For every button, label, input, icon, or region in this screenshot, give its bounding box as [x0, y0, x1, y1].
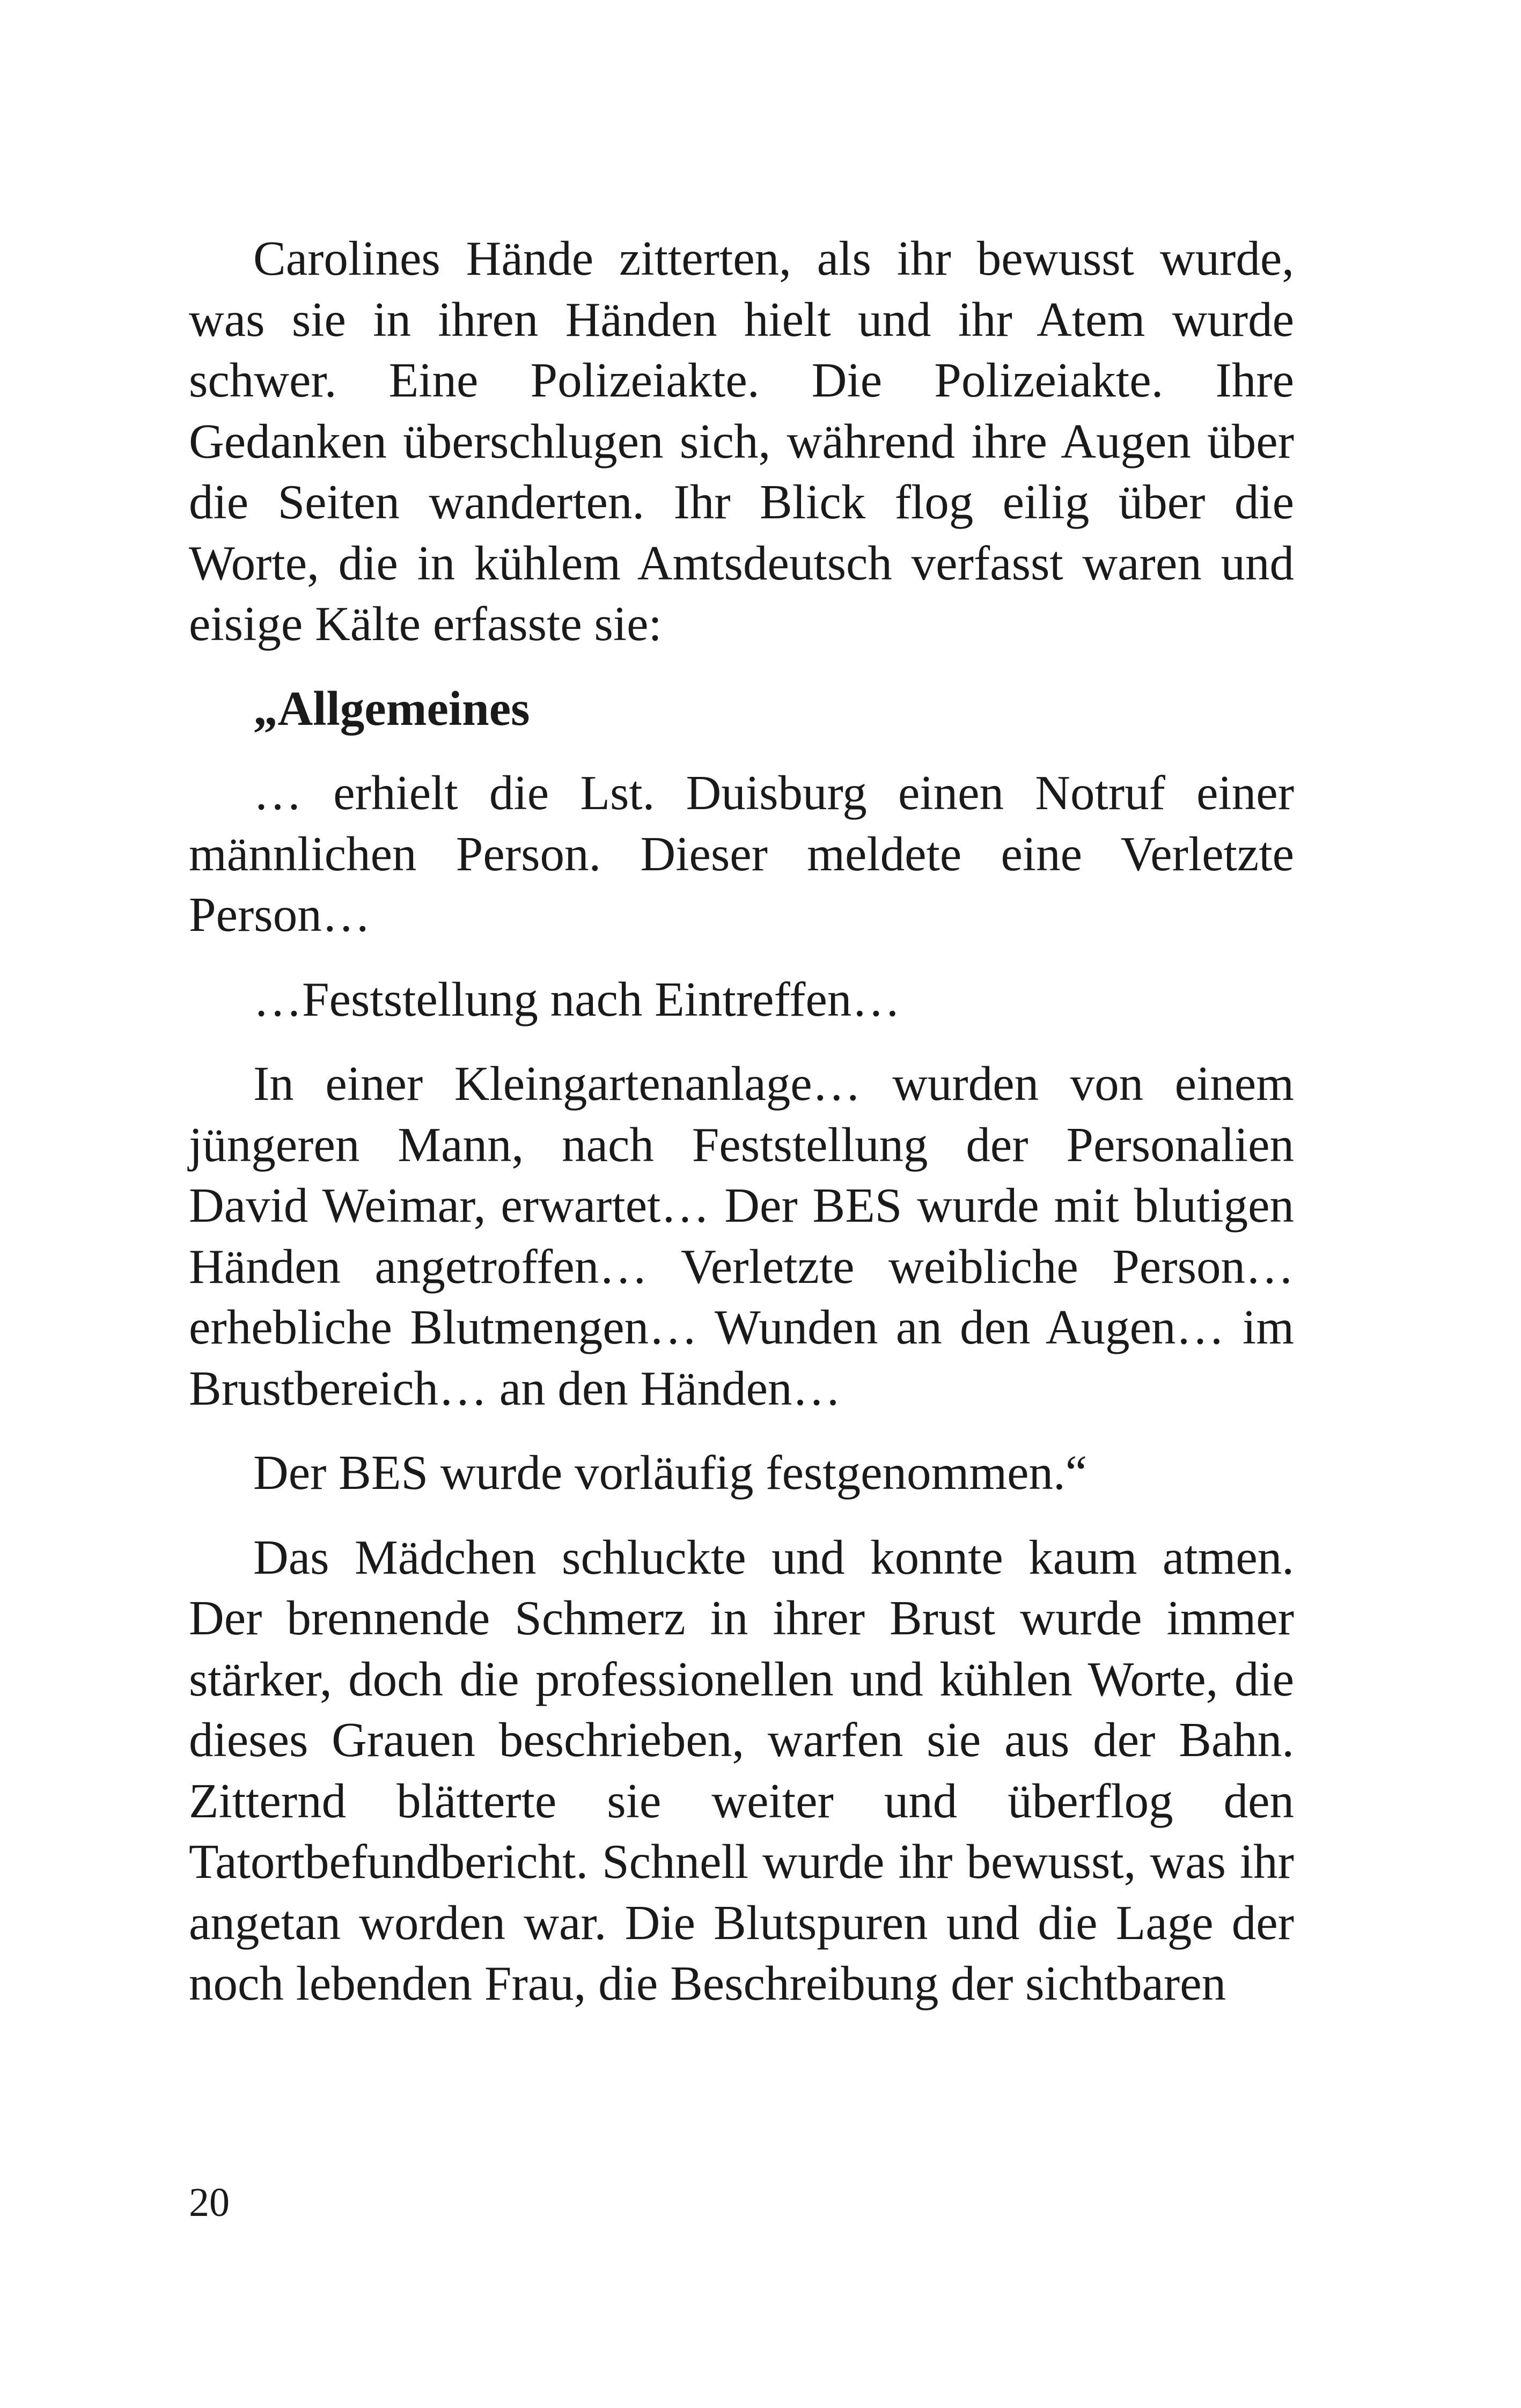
section-heading: „Allgemeines — [253, 681, 530, 736]
paragraph-1: Carolines Hände zitterten, als ihr bewusst wurde, was sie in ihren Händen hielt und ihr Atem wurde schwer. Eine Polizeiakte. Die Polizeiakte. Ihre Gedanken überschlugen sich, während ihre Augen über die Seiten wanderten. Ihr Blick flog eilig über die Worte, die in kühlem Amtsdeutsch verfasst waren und eisige Kälte erfasste sie: — [189, 231, 1294, 651]
paragraph-2: … erhielt die Lst. Duisburg einen Notruf einer männlichen Person. Dieser meldete eine Verletzte Person… — [189, 766, 1294, 942]
paragraph-4: In einer Kleingartenanlage… wurden von einem jüngeren Mann, nach Feststellung der Personalien David Weimar, erwartet… Der BES wurde mit blutigen Händen angetroffen… Verletzte weibliche Person… erhebliche Blutmengen… Wunden an den Augen… im Brustbereich… an den Händen… — [189, 1056, 1294, 1415]
paragraph-6: Das Mädchen schluckte und konnte kaum atmen. Der brennende Schmerz in ihrer Brust wurde immer stärker, doch die professionellen und kühlen Worte, die dieses Grauen beschrieben, warfen sie aus der Bahn. Zitternd blätterte sie weiter und überflog den Tatortbefundbericht. Schnell wurde ihr bewusst, was ihr angetan worden war. Die Blutspuren und die Lage der noch lebenden Frau, die Beschreibung der sichtbaren — [189, 1530, 1294, 2010]
body-text — [189, 228, 1294, 2014]
paragraph-3: …Feststellung nach Eintreffen… — [253, 972, 901, 1026]
paragraph-5: Der BES wurde vorläufig festgenommen.“ — [253, 1445, 1088, 1500]
page-number: 20 — [189, 2180, 230, 2225]
